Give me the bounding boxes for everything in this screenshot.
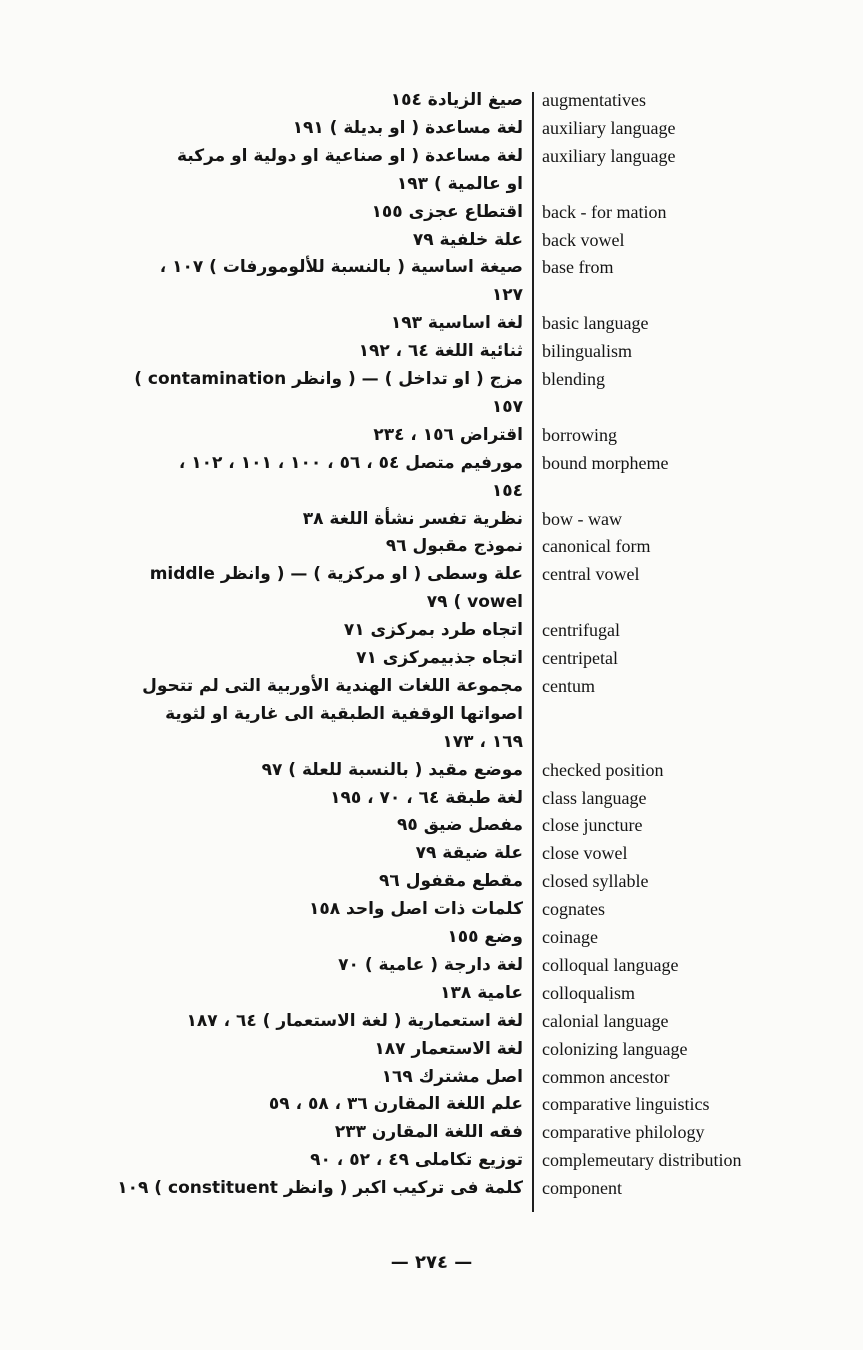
glossary-entry <box>0 644 863 672</box>
arabic-term: توزيع تكاملى ٤٩ ، ٥٢ ، ٩٠ <box>310 1150 523 1171</box>
arabic-term: اصل مشترك ١٦٩ <box>381 1066 523 1087</box>
arabic-term-continuation: ١٥٧ <box>491 396 523 417</box>
english-term: centripetal <box>542 648 618 668</box>
glossary-entry <box>0 895 863 923</box>
english-term: closed syllable <box>542 871 649 892</box>
glossary-entry <box>0 1118 863 1146</box>
english-term: checked position <box>542 759 664 780</box>
arabic-term: مفصل ضيق ٩٥ <box>397 815 523 836</box>
glossary-entry-continuation <box>0 281 863 309</box>
glossary-entry <box>0 951 863 979</box>
glossary-entry <box>0 979 863 1007</box>
glossary-entry <box>0 616 863 644</box>
arabic-term: ثنائية اللغة ٦٤ ، ١٩٢ <box>358 341 523 362</box>
glossary-entry <box>0 309 863 337</box>
english-term: colloqualism <box>542 982 635 1003</box>
english-term: calonial language <box>542 1010 669 1031</box>
english-term: central vowel <box>542 564 640 585</box>
glossary-entry <box>0 505 863 533</box>
glossary-entry <box>0 560 863 588</box>
arabic-term-continuation: vowel ) ٧٩ <box>426 592 523 613</box>
glossary-entry <box>0 672 863 700</box>
glossary-entry <box>0 1174 863 1202</box>
glossary-entry <box>0 365 863 393</box>
arabic-term-continuation: اصواتها الوقفية الطبقية الى غارية او لثوية <box>165 703 523 724</box>
english-term: comparative philology <box>542 1122 705 1143</box>
glossary-entry <box>0 1146 863 1174</box>
glossary-entry <box>0 839 863 867</box>
english-term: basic language <box>542 313 649 334</box>
english-term: bow - waw <box>542 508 622 529</box>
glossary-entry <box>0 142 863 170</box>
english-term: back vowel <box>542 229 625 250</box>
english-term: centum <box>542 675 595 696</box>
arabic-term: لغة مساعدة ( او بديلة ) ١٩١ <box>292 117 523 138</box>
arabic-term: لغة طبقة ٦٤ ، ٧٠ ، ١٩٥ <box>330 787 523 808</box>
glossary-entry <box>0 811 863 839</box>
arabic-term: مقطع مقفول ٩٦ <box>379 871 523 892</box>
arabic-term: مزج ( او تداخل ) — ( وانظر contamination ) <box>134 369 523 389</box>
arabic-term: صيغ الزيادة ١٥٤ <box>390 90 523 110</box>
arabic-term: اتجاه جذبيمركزى ٧١ <box>356 648 523 668</box>
glossary-entry-continuation <box>0 477 863 505</box>
glossary-entry <box>0 923 863 951</box>
english-term: back - for mation <box>542 201 667 222</box>
arabic-term-continuation: ١٢٧ <box>491 285 523 306</box>
arabic-term: اقتراض ١٥٦ ، ٢٣٤ <box>373 424 523 445</box>
arabic-term: موضع مقيد ( بالنسبة للعلة ) ٩٧ <box>261 759 523 780</box>
english-term: class language <box>542 787 647 808</box>
glossary-entry <box>0 1035 863 1063</box>
glossary-entry <box>0 449 863 477</box>
arabic-term: عامية ١٣٨ <box>440 982 523 1003</box>
glossary-entry <box>0 784 863 812</box>
arabic-term: وضع ١٥٥ <box>447 927 523 947</box>
arabic-term-continuation: ١٥٤ <box>491 480 523 501</box>
glossary-entry <box>0 226 863 254</box>
english-term: centrifugal <box>542 620 620 641</box>
english-term: blending <box>542 369 605 389</box>
glossary-entry-continuation <box>0 170 863 198</box>
glossary-entry-continuation <box>0 700 863 728</box>
english-term: close juncture <box>542 815 643 836</box>
arabic-term-continuation: ١٦٩ ، ١٧٣ <box>442 731 523 752</box>
arabic-term: كلمة فى تركيب اكبر ( وانظر constituent ) ١٠٩ <box>117 1178 523 1199</box>
glossary-entry <box>0 532 863 560</box>
arabic-term: كلمات ذات اصل واحد ١٥٨ <box>308 899 523 920</box>
glossary-entry <box>0 421 863 449</box>
glossary-entry <box>0 1007 863 1035</box>
arabic-term: لغة اساسية ١٩٣ <box>390 313 523 334</box>
english-term: cognates <box>542 899 605 920</box>
arabic-term: علة ضيقة ٧٩ <box>415 843 523 864</box>
arabic-term: لغة استعمارية ( لغة الاستعمار ) ٦٤ ، ١٨٧ <box>186 1010 523 1031</box>
english-term: auxiliary language <box>542 117 676 138</box>
glossary-entry-continuation <box>0 728 863 756</box>
arabic-term: علة وسطى ( او مركزية ) — ( وانظر middle <box>149 564 523 585</box>
page-number: — ٢٧٤ — <box>390 1252 473 1273</box>
english-term: bilingualism <box>542 341 632 362</box>
glossary-entry <box>0 86 863 114</box>
english-term: colloqual language <box>542 954 679 975</box>
english-term: bound morpheme <box>542 452 669 473</box>
glossary-entry-continuation <box>0 393 863 421</box>
arabic-term: اقتطاع عجزى ١٥٥ <box>371 201 523 222</box>
english-term: complemeutary distribution <box>542 1150 742 1171</box>
glossary-entry <box>0 253 863 281</box>
english-term: colonizing language <box>542 1038 688 1059</box>
arabic-term: صيغة اساسية ( بالنسبة للألومورفات ) ١٠٧ ، <box>159 257 523 278</box>
arabic-term: نظرية تفسر نشأة اللغة ٣٨ <box>302 508 523 529</box>
english-term: base from <box>542 257 614 278</box>
glossary-entry-continuation <box>0 588 863 616</box>
english-term: canonical form <box>542 536 651 557</box>
arabic-term: مجموعة اللغات الهندية الأوربية التى لم تتحول <box>142 675 523 696</box>
english-term: component <box>542 1178 622 1199</box>
arabic-term: اتجاه طرد بمركزى ٧١ <box>343 620 523 641</box>
glossary-entry <box>0 867 863 895</box>
english-term: comparative linguistics <box>542 1094 710 1115</box>
glossary-entry <box>0 337 863 365</box>
glossary-entry <box>0 198 863 226</box>
english-term: augmentatives <box>542 90 646 110</box>
arabic-term: لغة دارجة ( عامية ) ٧٠ <box>338 954 523 975</box>
english-term: auxiliary language <box>542 145 676 166</box>
glossary-entry <box>0 756 863 784</box>
glossary-entry <box>0 1063 863 1091</box>
english-term: common ancestor <box>542 1066 670 1087</box>
arabic-term: فقه اللغة المقارن ٢٣٣ <box>334 1122 523 1143</box>
arabic-term-continuation: او عالمية ) ١٩٣ <box>396 173 523 194</box>
arabic-term: لغة الاستعمار ١٨٧ <box>374 1038 523 1059</box>
arabic-term: علم اللغة المقارن ٣٦ ، ٥٨ ، ٥٩ <box>268 1094 523 1115</box>
english-term: coinage <box>542 927 598 947</box>
arabic-term: نموذج مقبول ٩٦ <box>385 536 523 557</box>
arabic-term: مورفيم متصل ٥٤ ، ٥٦ ، ١٠٠ ، ١٠١ ، ١٠٢ ، <box>178 452 523 473</box>
arabic-term: علة خلفية ٧٩ <box>412 229 523 250</box>
glossary-entry <box>0 114 863 142</box>
english-term: close vowel <box>542 843 628 864</box>
glossary-entry <box>0 1090 863 1118</box>
english-term: borrowing <box>542 424 617 445</box>
arabic-term: لغة مساعدة ( او صناعية او دولية او مركبة <box>176 145 523 166</box>
